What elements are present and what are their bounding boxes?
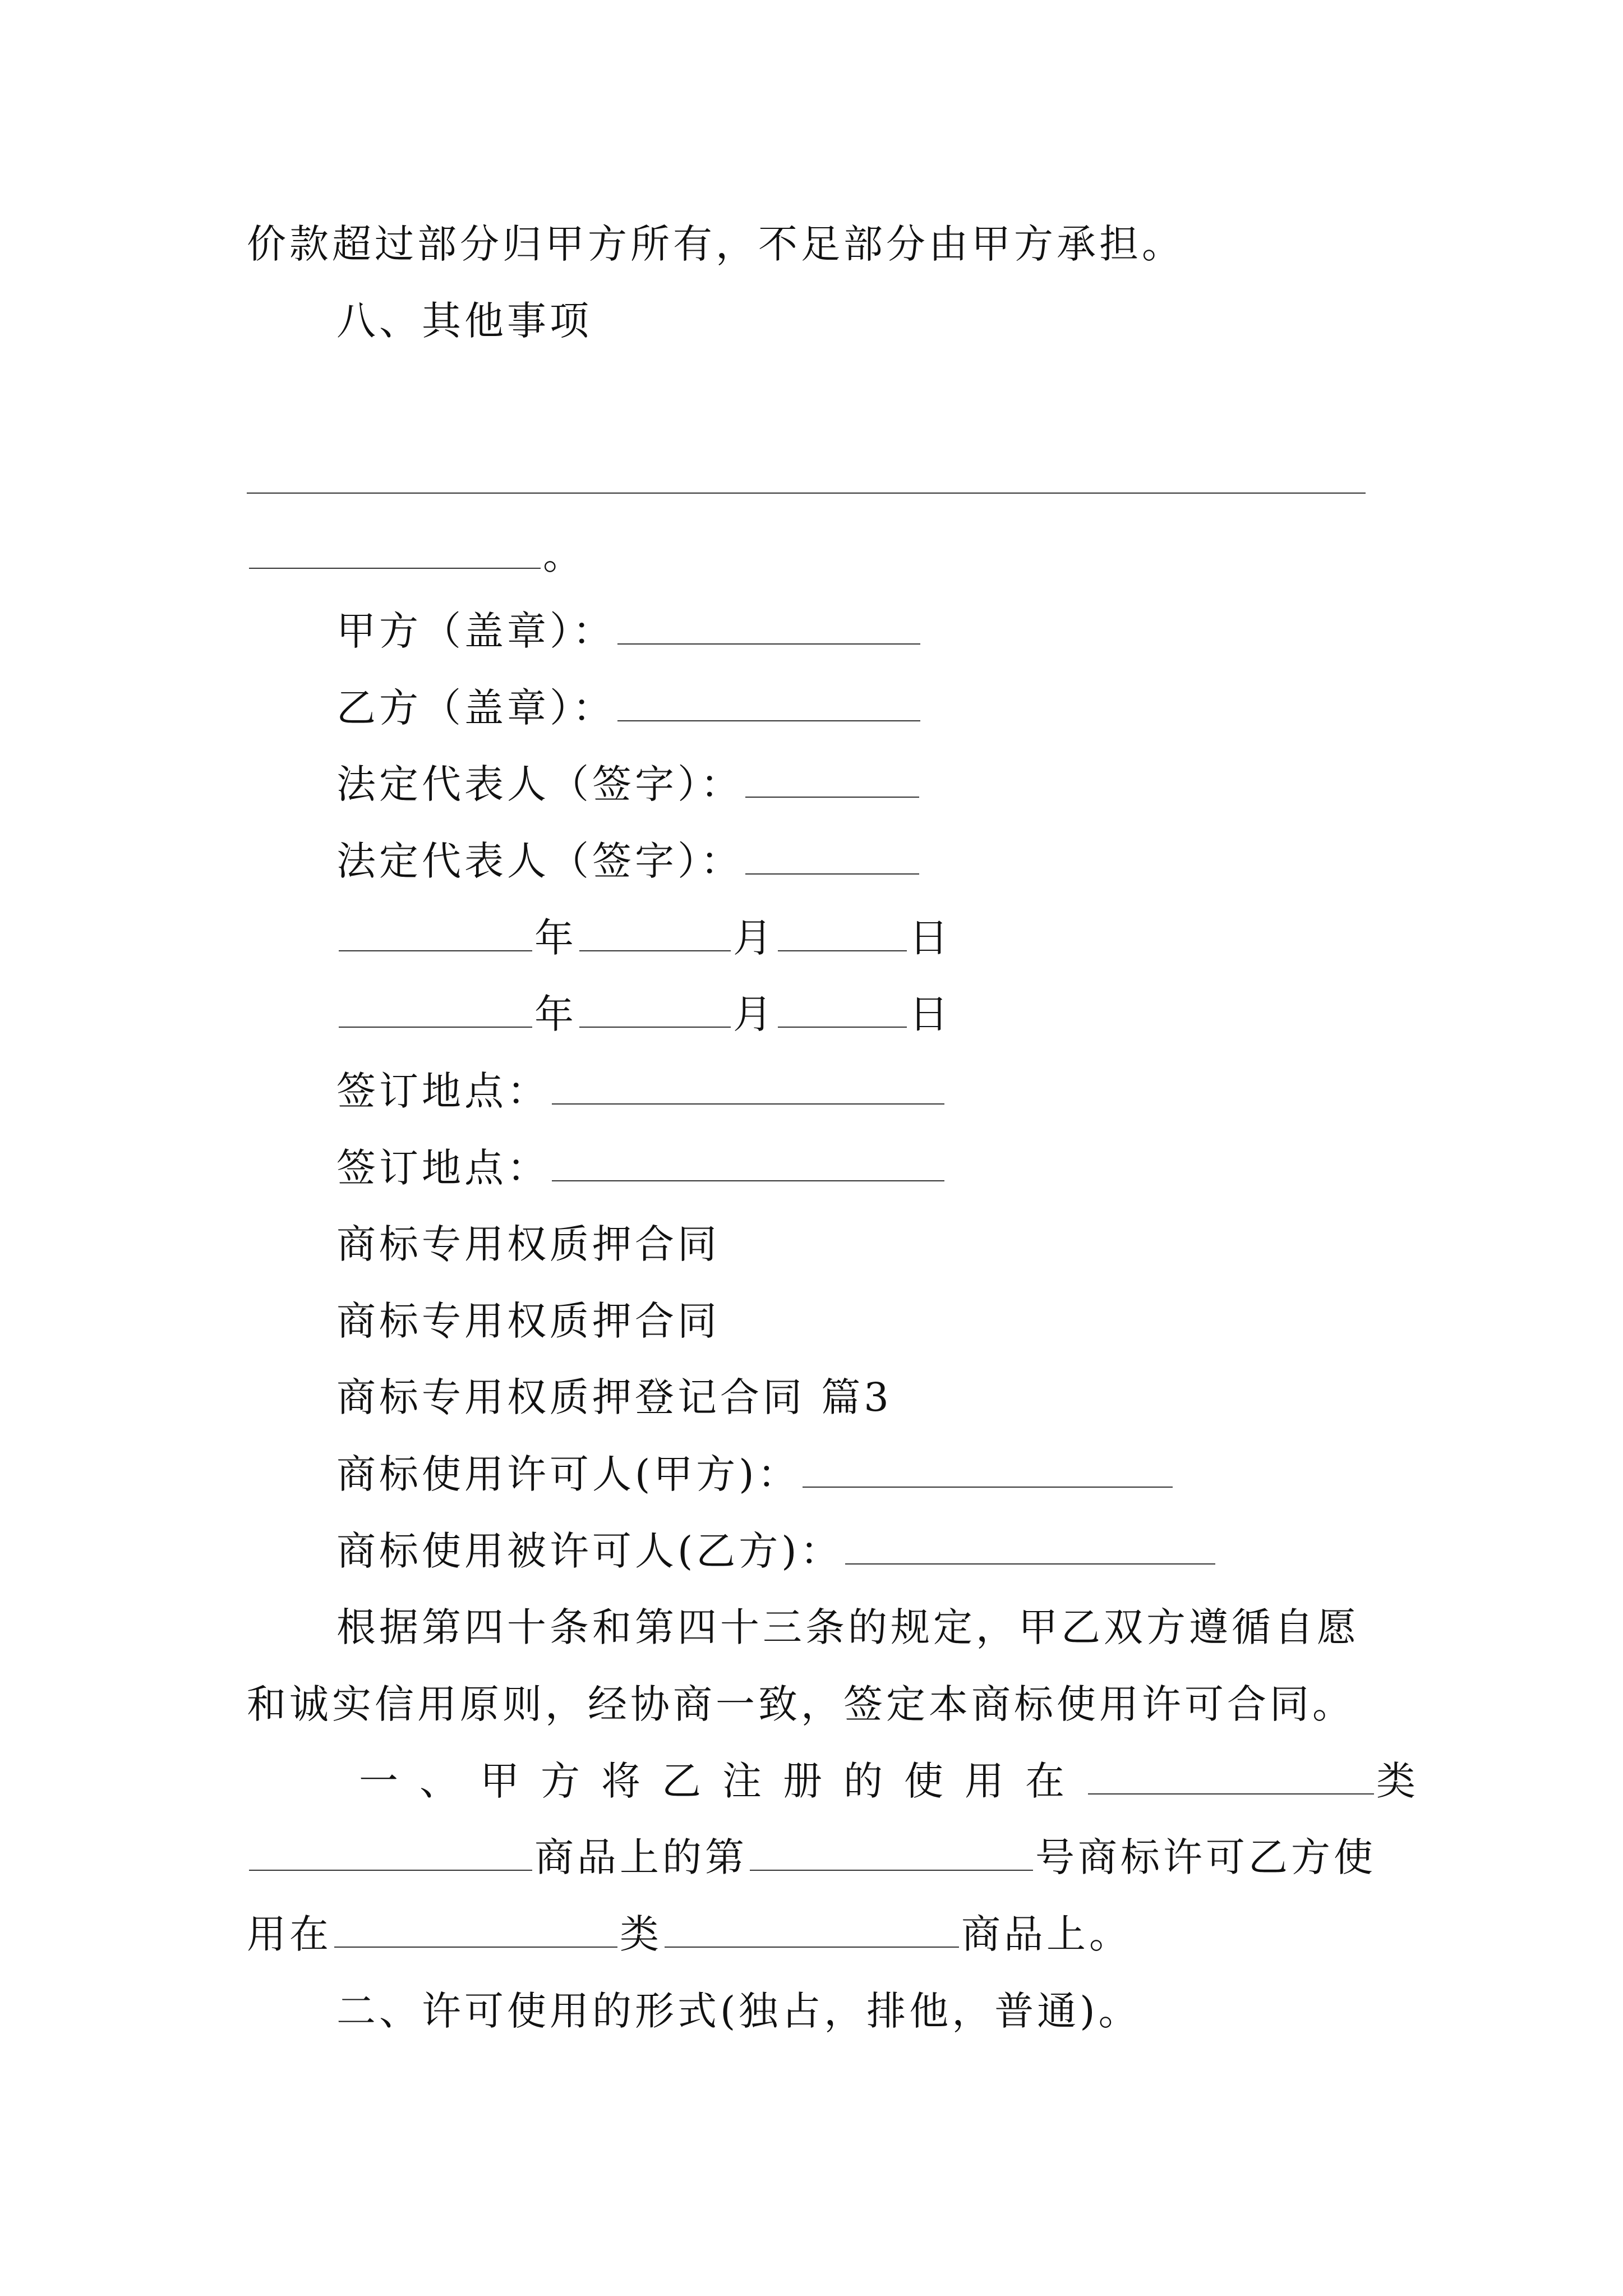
sign-place-b-row — [336, 1140, 947, 1196]
party-b-seal-label: 乙方（盖章）： — [336, 685, 615, 731]
party-b-seal-blank — [617, 683, 920, 721]
day-blank — [778, 913, 907, 951]
sign-place-a-label: 签订地点： — [336, 1068, 550, 1114]
blank-line-end — [247, 527, 585, 583]
clause-1-line-a — [359, 1753, 1419, 1809]
trademark-number-blank — [750, 1833, 1033, 1871]
month-label: 月 — [733, 915, 776, 961]
title-text: 商标专用权质押合同 — [336, 1221, 720, 1267]
sign-place-a-row — [336, 1063, 947, 1119]
sign-place-a-blank — [552, 1066, 944, 1105]
date-row-a — [336, 910, 952, 966]
class-blank — [1088, 1756, 1374, 1795]
party-a-seal-row — [336, 603, 923, 659]
goods-blank — [665, 1910, 959, 1948]
date-row-b — [336, 986, 952, 1042]
legal-rep-b-blank — [745, 836, 919, 875]
paragraph-text: 价款超过部分归甲方所有，不足部分由甲方承担。 — [247, 221, 1184, 267]
blank-field — [249, 531, 541, 569]
title-text: 商标专用权质押合同 — [336, 1298, 720, 1344]
legal-rep-a-label: 法定代表人（签字）： — [336, 761, 743, 807]
period-text: 。 — [543, 532, 585, 578]
clause-text: 一、甲方将乙注册的使用在 — [359, 1758, 1086, 1804]
year-blank — [339, 913, 532, 951]
paragraph-line — [247, 216, 1184, 272]
class-label: 类 — [620, 1911, 662, 1957]
day-label: 日 — [909, 915, 952, 961]
paragraph-text: 根据第四十条和第四十三条的规定，甲乙双方遵循自愿 — [336, 1604, 1359, 1650]
clause-text: 商品上的第 — [534, 1834, 748, 1880]
clause-1-line-b — [247, 1829, 1376, 1885]
section-title-text: 商标专用权质押登记合同 篇3 — [336, 1374, 892, 1420]
section-title-line — [336, 1369, 892, 1425]
day-blank — [778, 990, 907, 1028]
section-heading-text: 八、其他事项 — [336, 298, 592, 344]
year-blank — [339, 990, 532, 1028]
licensee-blank — [845, 1526, 1215, 1565]
party-a-seal-blank — [617, 606, 920, 645]
year-label: 年 — [534, 991, 577, 1037]
section-heading — [336, 293, 592, 349]
goods-blank — [249, 1833, 532, 1871]
licensee-row — [336, 1523, 1218, 1579]
party-b-seal-row — [336, 680, 923, 736]
class-blank — [334, 1910, 617, 1948]
clause-text: 二、许可使用的形式(独占，排他，普通)。 — [336, 1988, 1141, 2034]
month-blank — [579, 990, 731, 1028]
class-label: 类 — [1376, 1758, 1419, 1804]
clause-text: 商品上。 — [961, 1911, 1132, 1957]
licensor-blank — [803, 1450, 1173, 1488]
licensor-label: 商标使用许可人(甲方)： — [336, 1451, 800, 1497]
sign-place-b-label: 签订地点： — [336, 1145, 550, 1191]
title-line — [336, 1293, 720, 1349]
licensor-row — [336, 1446, 1175, 1502]
legal-rep-a-blank — [745, 760, 919, 798]
clause-text: 号商标许可乙方使 — [1035, 1834, 1376, 1880]
paragraph-text: 和诚实信用原则，经协商一致，签定本商标使用许可合同。 — [247, 1681, 1355, 1727]
legal-rep-b-label: 法定代表人（签字）： — [336, 838, 743, 884]
licensee-label: 商标使用被许可人(乙方)： — [336, 1528, 843, 1574]
clause-text: 用在 — [247, 1911, 332, 1957]
blank-fill-line — [247, 493, 1366, 494]
title-line — [336, 1216, 720, 1272]
year-label: 年 — [534, 915, 577, 961]
legal-rep-a-row — [336, 756, 921, 812]
sign-place-b-blank — [552, 1143, 944, 1181]
clause-1-line-c — [247, 1906, 1132, 1962]
paragraph-line — [336, 1599, 1359, 1655]
paragraph-line — [247, 1676, 1355, 1732]
day-label: 日 — [909, 991, 952, 1037]
month-blank — [579, 913, 731, 951]
month-label: 月 — [733, 991, 776, 1037]
clause-2-line — [336, 1983, 1141, 2039]
party-a-seal-label: 甲方（盖章）： — [336, 608, 615, 654]
legal-rep-b-row — [336, 833, 921, 889]
